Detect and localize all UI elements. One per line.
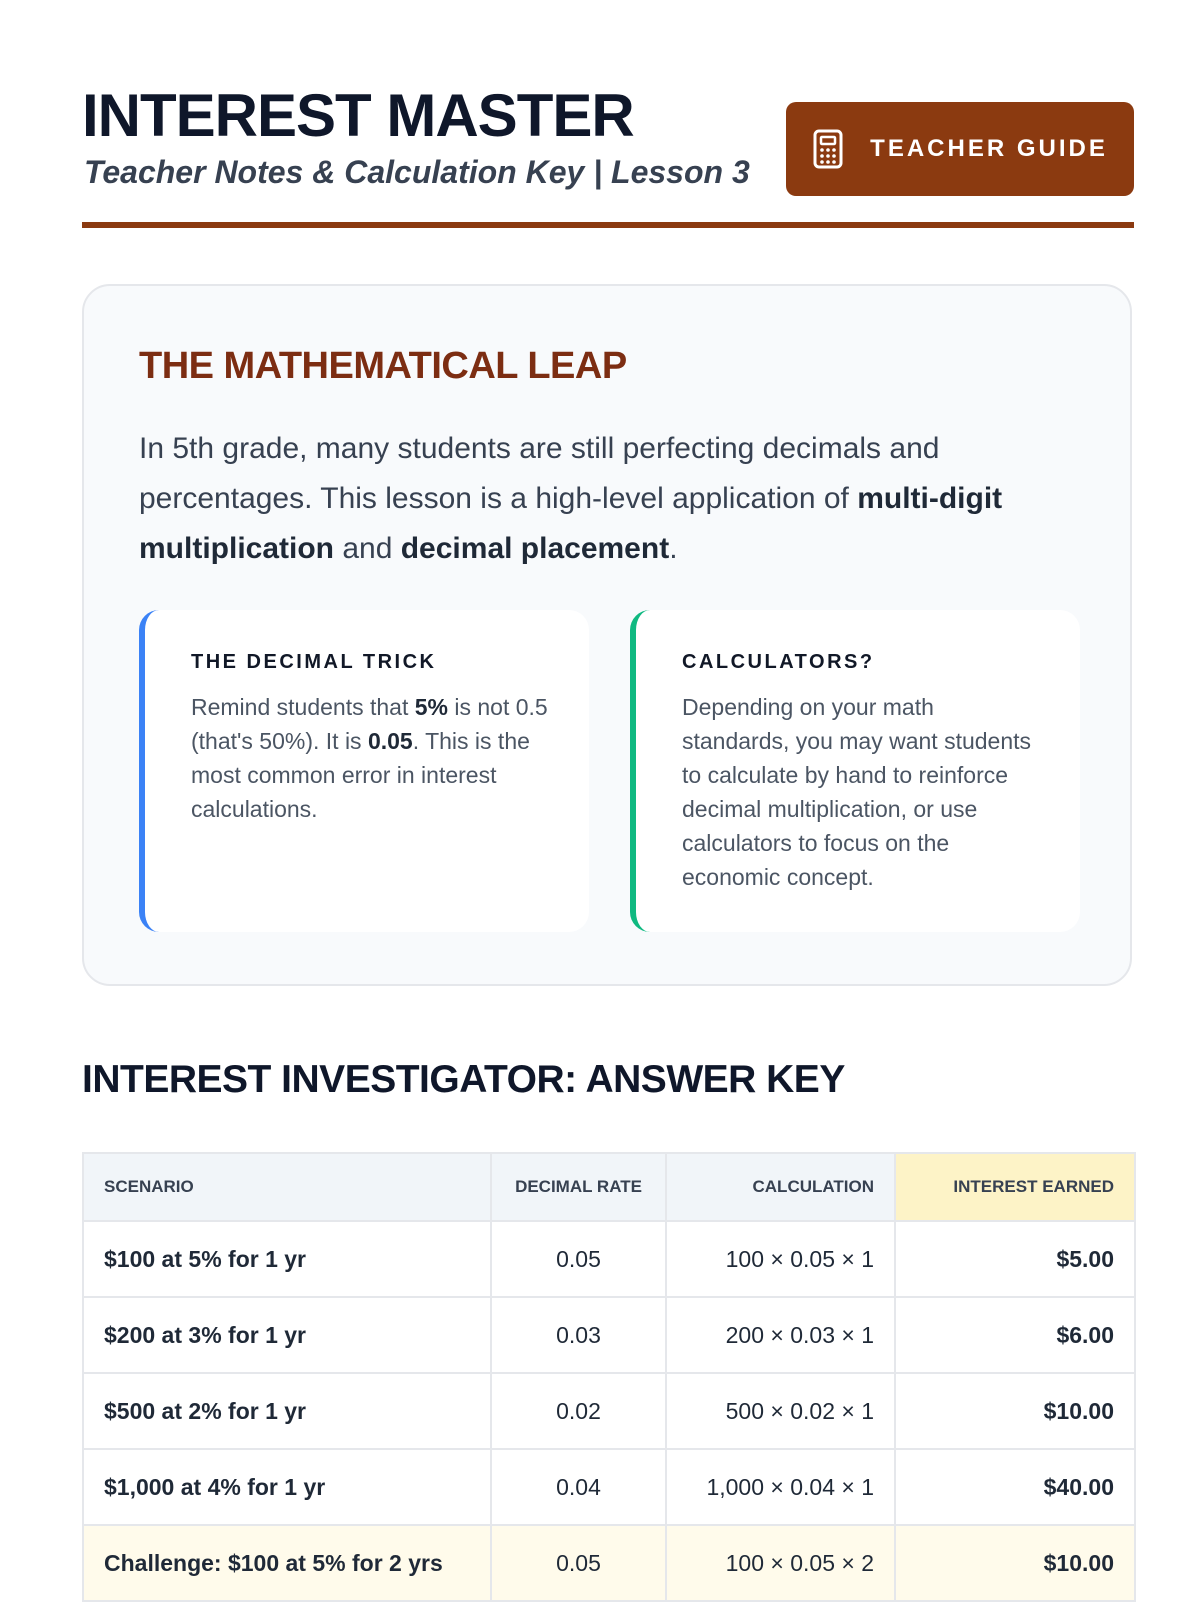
scenario-cell: $1,000 at 4% for 1 yr: [83, 1449, 491, 1525]
note-title: CALCULATORS?: [682, 651, 875, 673]
scenario-cell: $500 at 2% for 1 yr: [83, 1373, 491, 1449]
note-title: THE DECIMAL TRICK: [191, 651, 437, 673]
calculator-icon: [812, 129, 844, 169]
calculation-cell: 500 × 0.02 × 1: [666, 1373, 895, 1449]
answer-key-table: [82, 1152, 1136, 1602]
interest-earned-cell: $10.00: [895, 1373, 1135, 1449]
column-header-calculation: CALCULATION: [666, 1153, 895, 1221]
calculation-cell: 1,000 × 0.04 × 1: [666, 1449, 895, 1525]
column-header-interest-earned: INTEREST EARNED: [895, 1153, 1135, 1221]
decimal-rate-cell: 0.05: [491, 1525, 666, 1601]
decimal-rate-cell: 0.05: [491, 1221, 666, 1297]
scenario-cell: $200 at 3% for 1 yr: [83, 1297, 491, 1373]
teacher-guide-button[interactable]: [786, 102, 1134, 196]
decimal-trick-note: [139, 610, 589, 932]
table-row: [83, 1373, 1135, 1449]
calculation-cell: 100 × 0.05 × 1: [666, 1221, 895, 1297]
decimal-rate-cell: 0.04: [491, 1449, 666, 1525]
leap-title: THE MATHEMATICAL LEAP: [139, 345, 627, 387]
header-divider: [82, 222, 1134, 228]
interest-earned-cell: $40.00: [895, 1449, 1135, 1525]
page-header: [82, 82, 1134, 214]
leap-intro: In 5th grade, many students are still perfecting decimals and percentages. This lesson is a high-level application of multi-digit multiplication and decimal placement.: [139, 432, 1003, 565]
mathematical-leap-card: [82, 284, 1132, 986]
scenario-cell: $100 at 5% for 1 yr: [83, 1221, 491, 1297]
interest-earned-cell: $10.00: [895, 1525, 1135, 1601]
page-title: INTEREST MASTER: [82, 82, 634, 149]
calculation-cell: 200 × 0.03 × 1: [666, 1297, 895, 1373]
scenario-cell: Challenge: $100 at 5% for 2 yrs: [83, 1525, 491, 1601]
note-body: Remind students that 5% is not 0.5 (that's 50%). It is 0.05. This is the most common error in interest calculations.: [191, 694, 548, 822]
column-header-scenario: SCENARIO: [83, 1153, 491, 1221]
decimal-rate-cell: 0.03: [491, 1297, 666, 1373]
challenge-row: [83, 1525, 1135, 1601]
table-header-row: [83, 1153, 1135, 1221]
page-subtitle: Teacher Notes & Calculation Key | Lesson 3: [84, 154, 750, 190]
table-row: [83, 1449, 1135, 1525]
table-row: [83, 1221, 1135, 1297]
table-row: [83, 1297, 1135, 1373]
decimal-rate-cell: 0.02: [491, 1373, 666, 1449]
answer-key-title: INTEREST INVESTIGATOR: ANSWER KEY: [82, 1058, 845, 1101]
note-body: Depending on your math standards, you may want students to calculate by hand to reinforce decimal multiplication, or use calculators to focus on the economic concept.: [682, 694, 1032, 890]
interest-earned-cell: $6.00: [895, 1297, 1135, 1373]
teacher-guide-label: TEACHER GUIDE: [870, 135, 1108, 162]
calculators-note: [630, 610, 1080, 932]
calculation-cell: 100 × 0.05 × 2: [666, 1525, 895, 1601]
column-header-decimal-rate: DECIMAL RATE: [491, 1153, 666, 1221]
interest-earned-cell: $5.00: [895, 1221, 1135, 1297]
